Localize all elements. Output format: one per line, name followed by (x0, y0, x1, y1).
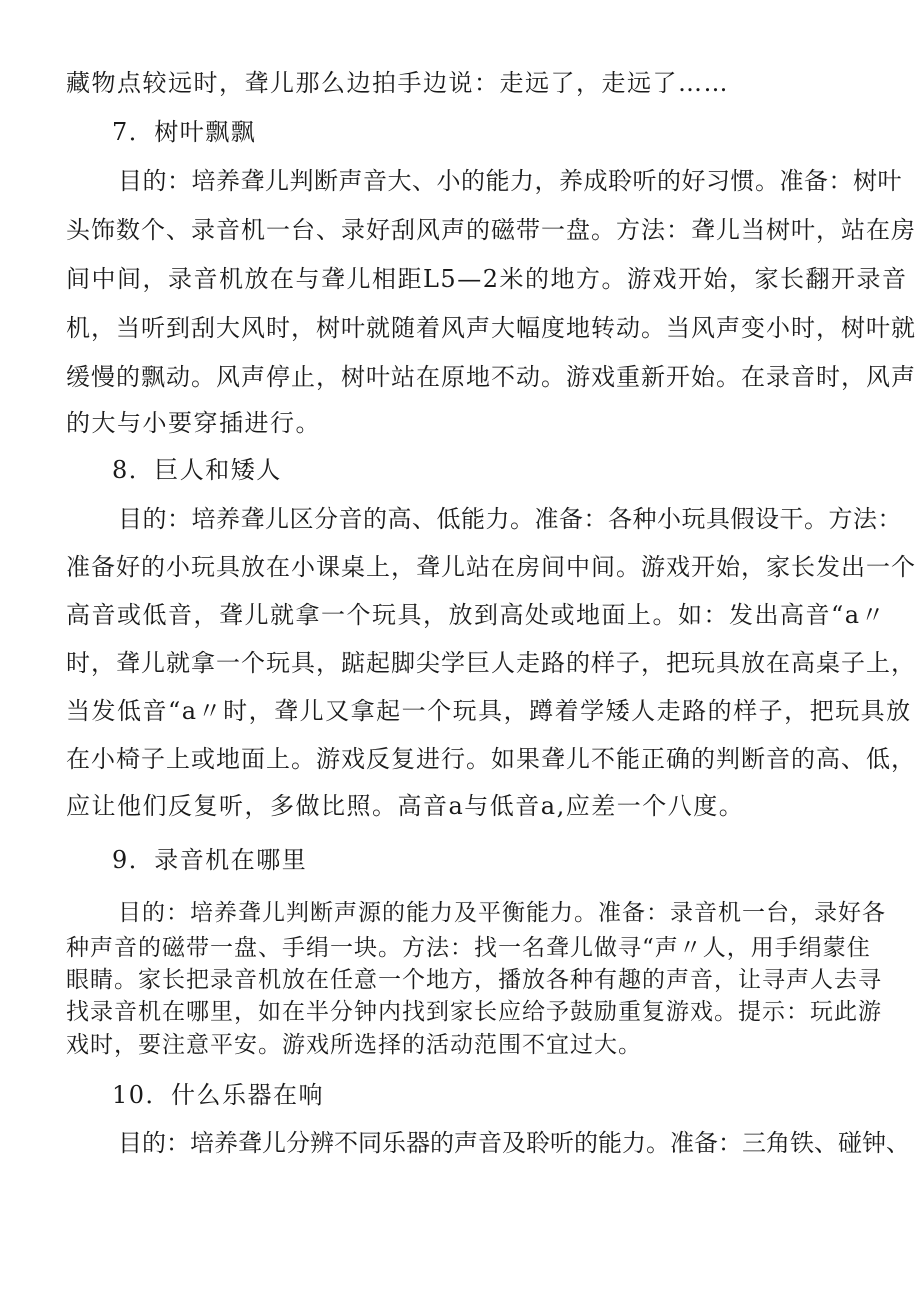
body-text-line: 机，当听到刮大风时，树叶就随着风声大幅度地转动。当风声变小时，树叶就 (66, 314, 916, 342)
body-text-line: 准备好的小玩具放在小课桌上，聋儿站在房间中间。游戏开始，家长发出一个 (66, 553, 916, 581)
body-text-line: 当发低音“a〃时，聋儿又拿起一个玩具，蹲着学矮人走路的样子，把玩具放 (66, 697, 912, 725)
section-heading: 7．树叶飘飘 (112, 118, 257, 146)
body-text-line: 间中间，录音机放在与聋儿相距L5—2米的地方。游戏开始，家长翻开录音 (66, 265, 908, 293)
body-text-line: 时，聋儿就拿一个玩具，踮起脚尖学巨人走路的样子，把玩具放在高桌子上， (66, 649, 916, 677)
body-text-line: 高音或低音，聋儿就拿一个玩具，放到高处或地面上。如：发出高音“a〃 (66, 601, 887, 629)
body-text-line: 目的：培养聋儿分辨不同乐器的声音及聆听的能力。准备：三角铁、碰钟、 (118, 1129, 910, 1157)
body-text-line: 找录音机在哪里，如在半分钟内找到家长应给予鼓励重复游戏。提示：玩此游 (66, 999, 882, 1025)
body-text-line: 种声音的磁带一盘、手绢一块。方法：找一名聋儿做寻“声〃人，用手绢蒙住 (66, 935, 871, 961)
body-text-line: 应让他们反复听，多做比照。高音a与低音a,应差一个八度。 (66, 792, 745, 820)
body-text-line: 目的：培养聋儿区分音的高、低能力。准备：各种小玩具假设干。方法： (118, 505, 902, 533)
body-text-line: 藏物点较远时，聋儿那么边拍手边说：走远了，走远了…… (66, 69, 729, 97)
body-text-line: 的大与小要穿插进行。 (66, 409, 321, 437)
section-heading: 9．录音机在哪里 (112, 846, 308, 874)
body-text-line: 戏时，要注意平安。游戏所选择的活动范围不宜过大。 (66, 1032, 642, 1058)
body-text-line: 缓慢的飘动。风声停止，树叶站在原地不动。游戏重新开始。在录音时，风声 (66, 363, 916, 391)
body-text-line: 目的：培养聋儿判断声音大、小的能力，养成聆听的好习惯。准备：树叶 (118, 167, 902, 195)
body-text-line: 头饰数个、录音机一台、录好刮风声的磁带一盘。方法：聋儿当树叶，站在房 (66, 216, 916, 244)
section-heading: 8．巨人和矮人 (112, 456, 282, 484)
section-heading: 10．什么乐器在响 (112, 1081, 325, 1109)
body-text-line: 目的：培养聋儿判断声源的能力及平衡能力。准备：录音机一台，录好各 (118, 900, 886, 926)
body-text-line: 在小椅子上或地面上。游戏反复进行。如果聋儿不能正确的判断音的高、低， (66, 745, 916, 773)
body-text-line: 眼睛。家长把录音机放在任意一个地方，播放各种有趣的声音，让寻声人去寻 (66, 967, 882, 993)
